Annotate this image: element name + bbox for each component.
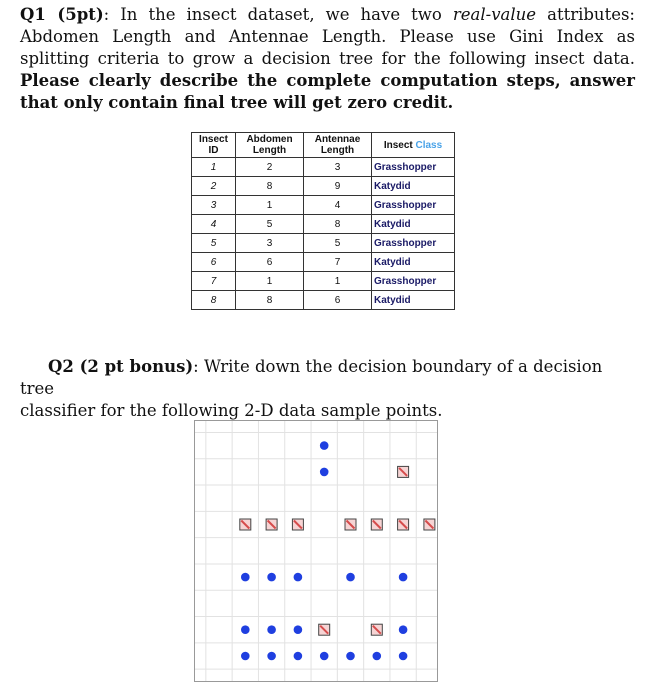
- cell-abdomen: 1: [236, 196, 304, 215]
- table-header-row: [192, 133, 455, 158]
- table-row: [192, 215, 455, 234]
- cell-abdomen: 6: [236, 253, 304, 272]
- data-point-square: [424, 519, 435, 530]
- cell-id: 8: [192, 291, 236, 310]
- data-point-circle: [346, 652, 355, 661]
- cell-antennae: 4: [304, 196, 372, 215]
- data-point-square: [398, 519, 409, 530]
- table-row: [192, 272, 455, 291]
- cell-cls: Grasshopper: [372, 272, 455, 291]
- cell-antennae: 9: [304, 177, 372, 196]
- header-insect-id: Insect ID: [192, 133, 236, 158]
- cell-abdomen: 1: [236, 272, 304, 291]
- data-point-circle: [294, 652, 303, 661]
- plot-frame: [195, 421, 438, 682]
- cell-antennae: 7: [304, 253, 372, 272]
- data-point-circle: [373, 652, 382, 661]
- data-point-circle: [267, 573, 276, 582]
- insect-table: [191, 132, 455, 310]
- cell-abdomen: 3: [236, 234, 304, 253]
- data-point-square: [345, 519, 356, 530]
- table-row: [192, 253, 455, 272]
- cell-cls: Katydid: [372, 253, 455, 272]
- question-1: [20, 4, 635, 114]
- cell-abdomen: 8: [236, 291, 304, 310]
- plot-grid: [195, 421, 438, 682]
- cell-antennae: 6: [304, 291, 372, 310]
- cell-id: 3: [192, 196, 236, 215]
- cell-id: 5: [192, 234, 236, 253]
- cell-cls: Katydid: [372, 215, 455, 234]
- cell-antennae: 3: [304, 158, 372, 177]
- question-2-label: Q2 (2 pt bonus): [48, 357, 194, 376]
- data-point-circle: [294, 625, 303, 634]
- data-point-circle: [267, 625, 276, 634]
- cell-id: 6: [192, 253, 236, 272]
- header-abdomen-length: Abdomen Length: [236, 133, 304, 158]
- header-antennae-length: Antennae Length: [304, 133, 372, 158]
- data-point-square: [240, 519, 251, 530]
- cell-antennae: 8: [304, 215, 372, 234]
- table-row: [192, 177, 455, 196]
- cell-cls: Katydid: [372, 177, 455, 196]
- data-point-square: [319, 624, 330, 635]
- cell-cls: Grasshopper: [372, 234, 455, 253]
- question-1-text-b: attributes: Abdomen Length and Antennae Length. Please use Gini Index as splitting criteria to grow a decision tree for the following insect data.: [20, 5, 635, 68]
- cell-antennae: 5: [304, 234, 372, 253]
- data-point-square: [292, 519, 303, 530]
- cell-id: 2: [192, 177, 236, 196]
- data-point-circle: [399, 625, 408, 634]
- table-row: [192, 158, 455, 177]
- data-point-circle: [346, 573, 355, 582]
- table-row: [192, 196, 455, 215]
- data-point-circle: [399, 652, 408, 661]
- data-point-square: [371, 519, 382, 530]
- cell-abdomen: 2: [236, 158, 304, 177]
- cell-cls: Katydid: [372, 291, 455, 310]
- header-insect-class: Insect Class: [372, 133, 455, 158]
- data-point-circle: [320, 441, 329, 450]
- data-point-circle: [294, 573, 303, 582]
- data-point-square: [398, 466, 409, 477]
- question-1-italic: real-value: [452, 5, 537, 24]
- question-2: [20, 356, 635, 422]
- data-point-circle: [320, 652, 329, 661]
- cell-id: 7: [192, 272, 236, 291]
- cell-antennae: 1: [304, 272, 372, 291]
- question-1-emphasis: Please clearly describe the complete computation steps, answer that only contain final tree will get zero credit.: [20, 71, 635, 112]
- table-row: [192, 291, 455, 310]
- data-point-circle: [241, 573, 250, 582]
- data-point-square: [371, 624, 382, 635]
- data-point-circle: [241, 652, 250, 661]
- cell-abdomen: 8: [236, 177, 304, 196]
- cell-cls: Grasshopper: [372, 196, 455, 215]
- question-2-line2: classifier for the following 2-D data sample points.: [20, 401, 443, 420]
- cell-id: 4: [192, 215, 236, 234]
- data-point-circle: [267, 652, 276, 661]
- table-row: [192, 234, 455, 253]
- cell-id: 1: [192, 158, 236, 177]
- scatter-plot: [194, 420, 438, 682]
- data-point-circle: [241, 625, 250, 634]
- data-point-circle: [320, 468, 329, 477]
- cell-abdomen: 5: [236, 215, 304, 234]
- cell-cls: Grasshopper: [372, 158, 455, 177]
- data-point-circle: [399, 573, 408, 582]
- question-2-line1: : Write down the decision boundary of a decision tree: [20, 357, 603, 398]
- question-1-label: Q1 (5pt): [20, 5, 104, 24]
- data-point-square: [266, 519, 277, 530]
- question-1-text-a: : In the insect dataset, we have two: [103, 5, 453, 24]
